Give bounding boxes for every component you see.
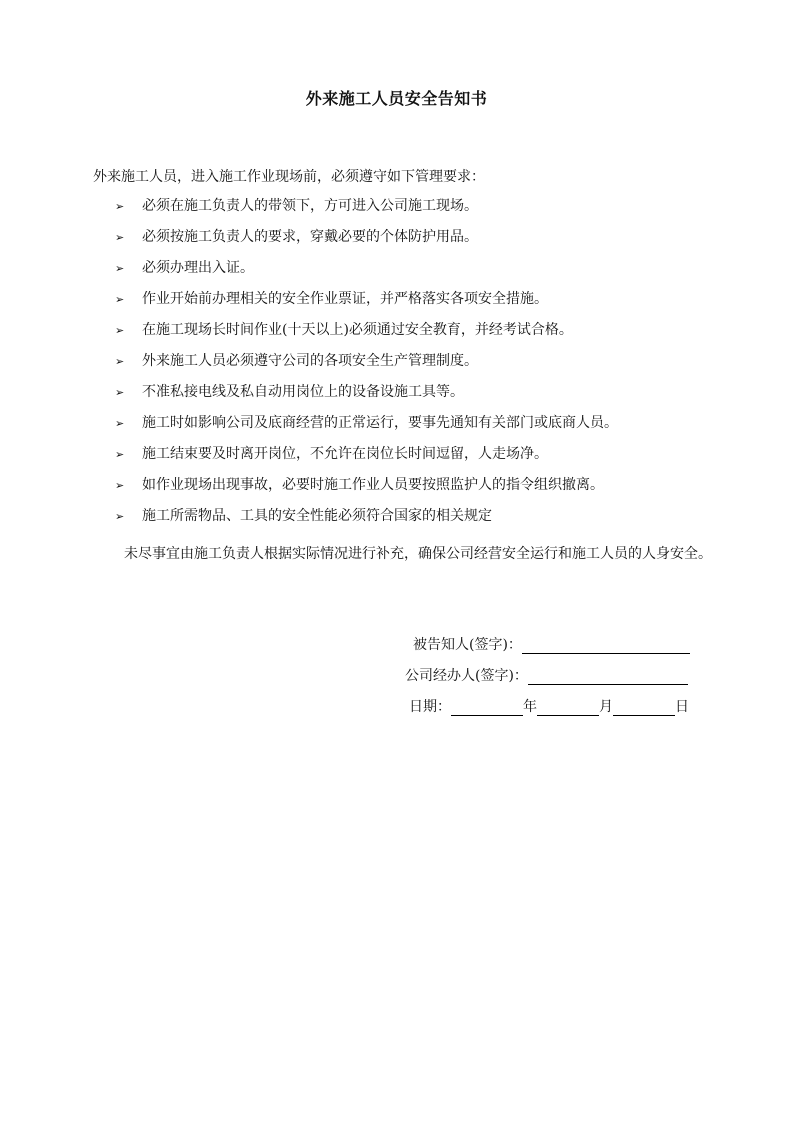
list-item: ➢ 作业开始前办理相关的安全作业票证，并严格落实各项安全措施。: [115, 291, 548, 307]
arrow-bullet-icon: ➢: [115, 262, 125, 275]
notified-signature-row: [413, 634, 690, 654]
arrow-bullet-icon: ➢: [115, 231, 125, 244]
arrow-bullet-icon: ➢: [115, 510, 125, 523]
list-item: ➢ 必须办理出入证。: [115, 260, 254, 276]
month-line[interactable]: [537, 700, 599, 716]
date-row: [409, 696, 689, 716]
arrow-bullet-icon: ➢: [115, 417, 125, 430]
list-item: ➢ 必须按施工负责人的要求，穿戴必要的个体防护用品。: [115, 229, 478, 245]
list-item: ➢ 如作业现场出现事故，必要时施工作业人员要按照监护人的指令组织撤离。: [115, 477, 604, 493]
notified-signature-line[interactable]: [522, 638, 690, 654]
closing-paragraph: 未尽事宜由施工负责人根据实际情况进行补充，确保公司经营安全运行和施工人员的人身安全。: [124, 546, 712, 562]
handler-signature-row: [405, 665, 688, 685]
date-label: 日期：: [409, 699, 451, 715]
year-label: 年: [523, 699, 537, 715]
arrow-bullet-icon: ➢: [115, 479, 125, 492]
intro-text: 外来施工人员，进入施工作业现场前，必须遵守如下管理要求：: [93, 169, 485, 185]
year-line[interactable]: [451, 700, 523, 716]
arrow-bullet-icon: ➢: [115, 386, 125, 399]
list-item: ➢ 不准私接电线及私自动用岗位上的设备设施工具等。: [115, 384, 464, 400]
arrow-bullet-icon: ➢: [115, 448, 125, 461]
arrow-bullet-icon: ➢: [115, 200, 125, 213]
list-item: ➢ 施工所需物品、工具的安全性能必须符合国家的相关规定: [115, 508, 492, 524]
handler-signature-line[interactable]: [528, 669, 688, 685]
list-item: ➢ 施工时如影响公司及底商经营的正常运行，要事先通知有关部门或底商人员。: [115, 415, 618, 431]
arrow-bullet-icon: ➢: [115, 355, 125, 368]
list-item: ➢ 施工结束要及时离开岗位，不允许在岗位长时间逗留，人走场净。: [115, 446, 548, 462]
month-label: 月: [599, 699, 613, 715]
arrow-bullet-icon: ➢: [115, 324, 125, 337]
arrow-bullet-icon: ➢: [115, 293, 125, 306]
list-item: ➢ 在施工现场长时间作业(十天以上)必须通过安全教育，并经考试合格。: [115, 322, 573, 338]
requirements-list: [115, 197, 618, 538]
day-label: 日: [675, 699, 689, 715]
document-title: 外来施工人员安全告知书: [305, 89, 488, 108]
notified-label: 被告知人(签字)：: [413, 637, 522, 653]
list-item: ➢ 必须在施工负责人的带领下，方可进入公司施工现场。: [115, 198, 478, 214]
list-item: ➢ 外来施工人员必须遵守公司的各项安全生产管理制度。: [115, 353, 478, 369]
day-line[interactable]: [613, 700, 675, 716]
handler-label: 公司经办人(签字)：: [405, 668, 528, 684]
